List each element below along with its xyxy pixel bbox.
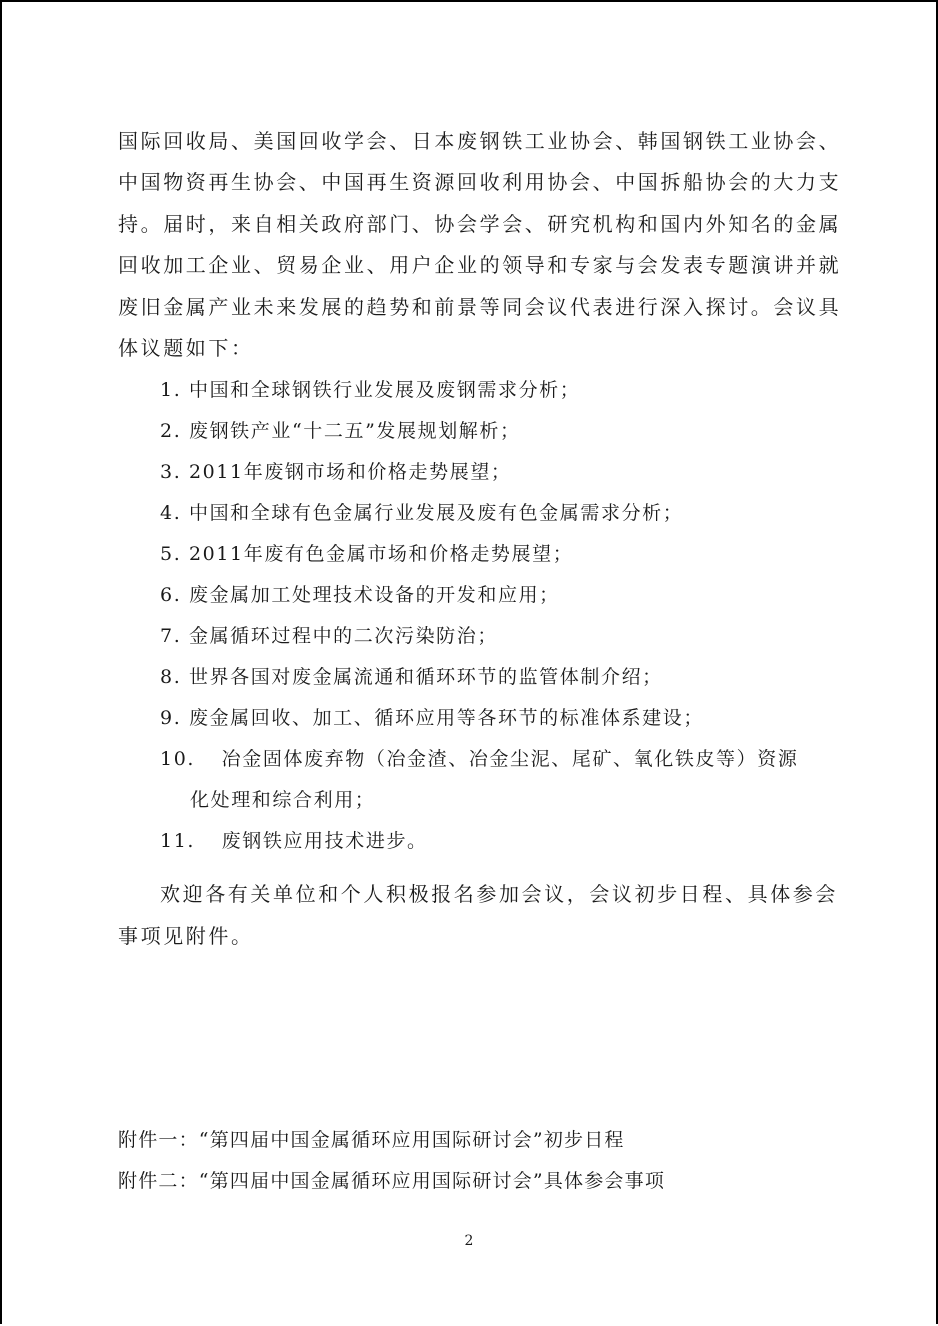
- agenda-item-8: [160, 665, 663, 689]
- closing-line-2: 事项见附件。: [118, 924, 254, 948]
- agenda-number: 11.: [160, 830, 196, 852]
- agenda-text: 废金属加工处理技术设备的开发和应用；: [188, 584, 560, 606]
- body-line-6: 体议题如下：: [118, 336, 254, 360]
- agenda-item-7: [160, 624, 498, 648]
- agenda-number: 5.: [160, 543, 182, 565]
- agenda-text: 世界各国对废金属流通和循环环节的监管体制介绍；: [188, 666, 663, 688]
- agenda-text: 废金属回收、加工、循环应用等各环节的标准体系建设；: [188, 707, 704, 729]
- agenda-text: 冶金固体废弃物（冶金渣、冶金尘泥、尾矿、氧化铁皮等）资源: [221, 748, 799, 770]
- attachment-1: 附件一：“第四届中国金属循环应用国际研讨会”初步日程: [118, 1129, 625, 1151]
- agenda-text: 2011年废钢市场和价格走势展望；: [188, 461, 512, 483]
- agenda-item-5: [160, 542, 573, 566]
- agenda-number: 7.: [160, 625, 182, 647]
- agenda-text: 废钢铁应用技术进步。: [221, 830, 428, 852]
- agenda-item-10-continuation: 化处理和综合利用；: [190, 789, 376, 811]
- agenda-text: 2011年废有色金属市场和价格走势展望；: [188, 543, 574, 565]
- agenda-item-6: [160, 583, 560, 607]
- agenda-number: 2.: [160, 420, 182, 442]
- body-line-2: 中国物资再生协会、中国再生资源回收利用协会、中国拆船协会的大力支: [118, 170, 842, 194]
- body-line-3: 持。届时，来自相关政府部门、协会学会、研究机构和国内外知名的金属: [118, 212, 842, 236]
- agenda-item-4: [160, 501, 683, 525]
- agenda-text: 中国和全球有色金属行业发展及废有色金属需求分析；: [188, 502, 684, 524]
- page-number: 2: [464, 1233, 474, 1249]
- attachment-2: 附件二：“第四届中国金属循环应用国际研讨会”具体参会事项: [118, 1170, 666, 1192]
- agenda-item-9: [160, 706, 704, 730]
- agenda-item-2: [160, 419, 521, 443]
- agenda-item-3: [160, 460, 512, 484]
- agenda-number: 4.: [160, 502, 182, 524]
- closing-line-1: 欢迎各有关单位和个人积极报名参加会议，会议初步日程、具体参会: [160, 882, 838, 906]
- agenda-item-1: [160, 378, 580, 402]
- agenda-number: 8.: [160, 666, 182, 688]
- agenda-number: 9.: [160, 707, 182, 729]
- agenda-text: 废钢铁产业“十二五”发展规划解析；: [188, 420, 521, 442]
- body-line-1: 国际回收局、美国回收学会、日本废钢铁工业协会、韩国钢铁工业协会、: [118, 129, 842, 153]
- agenda-number: 10.: [160, 748, 196, 770]
- agenda-item-10: [160, 747, 798, 771]
- agenda-text: 中国和全球钢铁行业发展及废钢需求分析；: [188, 379, 581, 401]
- agenda-item-11: [160, 829, 428, 853]
- agenda-number: 6.: [160, 584, 182, 606]
- body-line-4: 回收加工企业、贸易企业、用户企业的领导和专家与会发表专题演讲并就: [118, 253, 842, 277]
- agenda-text: 金属循环过程中的二次污染防治；: [188, 625, 498, 647]
- body-line-5: 废旧金属产业未来发展的趋势和前景等同会议代表进行深入探讨。会议具: [118, 295, 842, 319]
- agenda-number: 3.: [160, 461, 182, 483]
- agenda-number: 1.: [160, 379, 182, 401]
